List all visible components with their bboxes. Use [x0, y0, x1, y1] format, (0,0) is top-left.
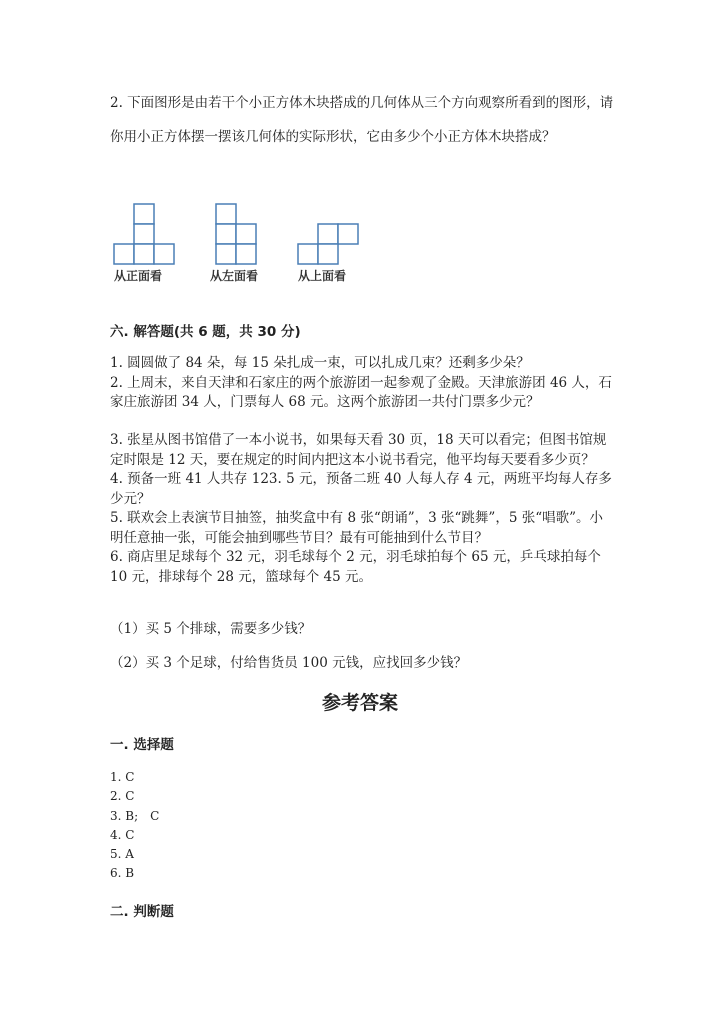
problem-2: 2. 上周末，来自天津和石家庄的两个旅游团一起参观了金殿。天津旅游团 46 人，石家庄旅游团 34 人，门票每人 68 元。这两个旅游团一共付门票多少元？ [110, 374, 612, 410]
left-view-label: 从左面看 [210, 269, 259, 283]
answer-key-title: 参考答案 [321, 692, 398, 714]
sub-question-2: （2）买 3 个足球，付给售货员 100 元钱，应找回多少钱？ [110, 655, 468, 671]
answers-section-1-list [110, 768, 159, 884]
answer-item: 6. B [110, 866, 135, 881]
problem-5: 5. 联欢会上表演节目抽签，抽奖盒中有 8 张“朗诵”，3 张“跳舞”，5 张“唱歌”。小明任意抽一张，可能会抽到哪些节目？最有可能抽到什么节目？ [110, 510, 604, 546]
problem-3: 3. 张星从图书馆借了一本小说书，如果每天看 30 页，18 天可以看完；但图书馆规定时限是 12 天，要在规定的时间内把这本小说书看完，他平均每天要看多少页？ [110, 432, 607, 468]
problem-6: 6. 商店里足球每个 32 元，羽毛球每个 2 元，羽毛球拍每个 65 元，乒乓球拍每个 10 元，排球每个 28 元，篮球每个 45 元。 [110, 549, 601, 585]
answer-item: 5. A [110, 847, 134, 862]
top-view [298, 224, 358, 264]
left-view [216, 204, 256, 264]
question-2-text: 2. 下面图形是由若干个小正方体木块搭成的几何体从三个方向观察所看到的图形，请你用小正方体摆一摆该几何体的实际形状，它由多少个小正方体木块搭成？ [110, 95, 614, 145]
answers-section-2-heading: 二. 判断题 [110, 904, 174, 920]
answer-item: 2. C [110, 789, 135, 804]
three-views-figure [112, 202, 372, 286]
problem-list-a [110, 354, 615, 413]
answers-section-1-heading: 一. 选择题 [110, 737, 174, 753]
answer-item: 3. B; C [110, 808, 160, 823]
answer-item: 1. C [110, 770, 135, 784]
sub-question-1: （1）买 5 个排球，需要多少钱？ [110, 621, 312, 637]
problem-1: 1. 圆圆做了 84 朵，每 15 朵扎成一束，可以扎成几束？还剩多少朵？ [110, 355, 530, 371]
front-view [114, 204, 174, 264]
three-views-drawing [112, 202, 372, 266]
problem-list-b [110, 431, 615, 587]
problem-4: 4. 预备一班 41 人共存 123. 5 元，预备二班 40 人每人存 4 元，两班平均每人存多少元？ [110, 471, 612, 507]
answer-item: 4. C [110, 827, 135, 842]
top-view-label: 从上面看 [298, 269, 347, 283]
front-view-label: 从正面看 [114, 269, 163, 283]
section-6-heading: 六. 解答题(共 6 题，共 30 分) [110, 324, 301, 340]
